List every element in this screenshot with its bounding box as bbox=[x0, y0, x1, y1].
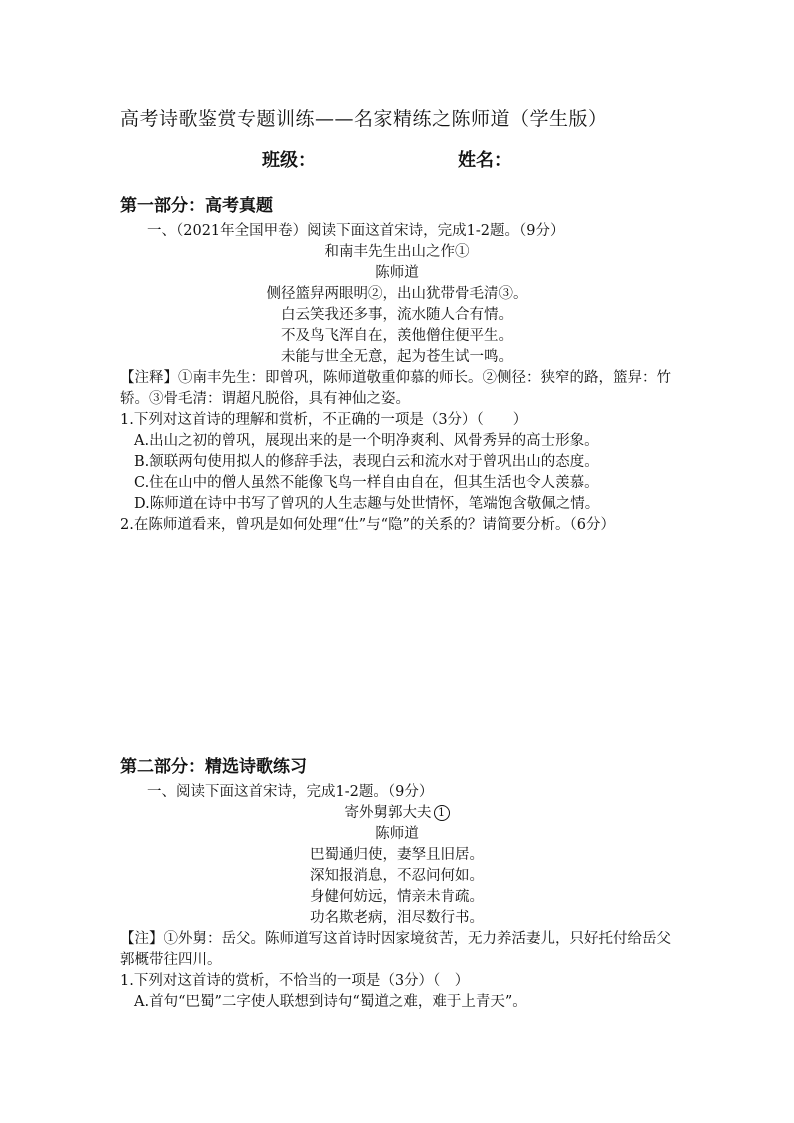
part2-intro: 一、阅读下面这首宋诗，完成1-2题。（9分） bbox=[147, 784, 434, 800]
part1-option-b: B.颔联两句使用拟人的修辞手法，表现白云和流水对于曾巩出山的态度。 bbox=[134, 454, 599, 470]
part1-question-1: 1.下列对这首诗的理解和赏析，不正确的一项是（3分）（ ） bbox=[120, 412, 528, 428]
part1-note-line: 轿。③骨毛清：谓超凡脱俗，具有神仙之姿。 bbox=[120, 391, 410, 407]
part2-poem-line: 巴蜀通归使，妻孥且旧居。 bbox=[310, 847, 484, 863]
part1-poem-line: 白云笑我还多事，流水随人合有情。 bbox=[281, 307, 513, 323]
part2-question-1: 1.下列对这首诗的赏析，不恰当的一项是（3分）（ ） bbox=[120, 973, 470, 989]
document-title: 高考诗歌鉴赏专题训练——名家精练之陈师道（学生版） bbox=[120, 108, 608, 130]
name-label: 姓名： bbox=[458, 150, 512, 171]
part1-note-line: 【注释】①南丰先生：即曾巩，陈师道敬重仰慕的师长。②侧径：狭窄的路，篮舁：竹 bbox=[120, 370, 671, 386]
part1-intro: 一、（2021年全国甲卷）阅读下面这首宋诗，完成1-2题。（9分） bbox=[147, 223, 565, 239]
footnote-marker: 1 bbox=[434, 805, 450, 821]
part2-poem-line: 深知报消息，不忍问何如。 bbox=[310, 868, 484, 884]
part2-note-line: 郭概带往四川。 bbox=[120, 952, 222, 968]
part1-option-a: A.出山之初的曾巩，展现出来的是一个明净爽利、风骨秀异的高士形象。 bbox=[134, 433, 599, 449]
part2-poem-line: 功名欺老病，泪尽数行书。 bbox=[310, 910, 484, 926]
part1-poem-author: 陈师道 bbox=[375, 265, 419, 281]
part1-question-2: 2.在陈师道看来，曾巩是如何处理“仕”与“隐”的关系的？请简要分析。（6分） bbox=[120, 517, 615, 533]
part1-heading: 第一部分：高考真题 bbox=[120, 196, 273, 216]
part1-poem-line: 未能与世全无意，起为苍生试一鸣。 bbox=[281, 349, 513, 365]
part2-poem-author: 陈师道 bbox=[375, 826, 419, 842]
part2-poem-title-row bbox=[0, 803, 794, 824]
class-label: 班级： bbox=[262, 150, 316, 171]
part2-note-line: 【注】①外舅：岳父。陈师道写这首诗时因家境贫苦，无力养活妻儿，只好托付给岳父 bbox=[120, 931, 671, 947]
part1-poem-line: 不及鸟飞浑自在，羡他僧住便平生。 bbox=[281, 328, 513, 344]
part1-option-d: D.陈师道在诗中书写了曾巩的人生志趣与处世情怀，笔端饱含敬佩之情。 bbox=[134, 496, 600, 512]
part1-poem-title: 和南丰先生出山之作① bbox=[324, 244, 470, 260]
part2-heading: 第二部分：精选诗歌练习 bbox=[120, 757, 307, 777]
part2-poem-line: 身健何妨远，情亲未肯疏。 bbox=[310, 889, 484, 905]
part2-option-a: A.首句“巴蜀”二字使人联想到诗句“蜀道之难，难于上青天”。 bbox=[134, 994, 527, 1010]
part1-poem-line: 侧径篮舁两眼明②，出山犹带骨毛清③。 bbox=[266, 286, 528, 302]
part2-poem-title: 寄外舅郭大夫 bbox=[344, 805, 432, 821]
part1-option-c: C.住在山中的僧人虽然不能像飞鸟一样自由自在，但其生活也令人羡慕。 bbox=[134, 475, 599, 491]
